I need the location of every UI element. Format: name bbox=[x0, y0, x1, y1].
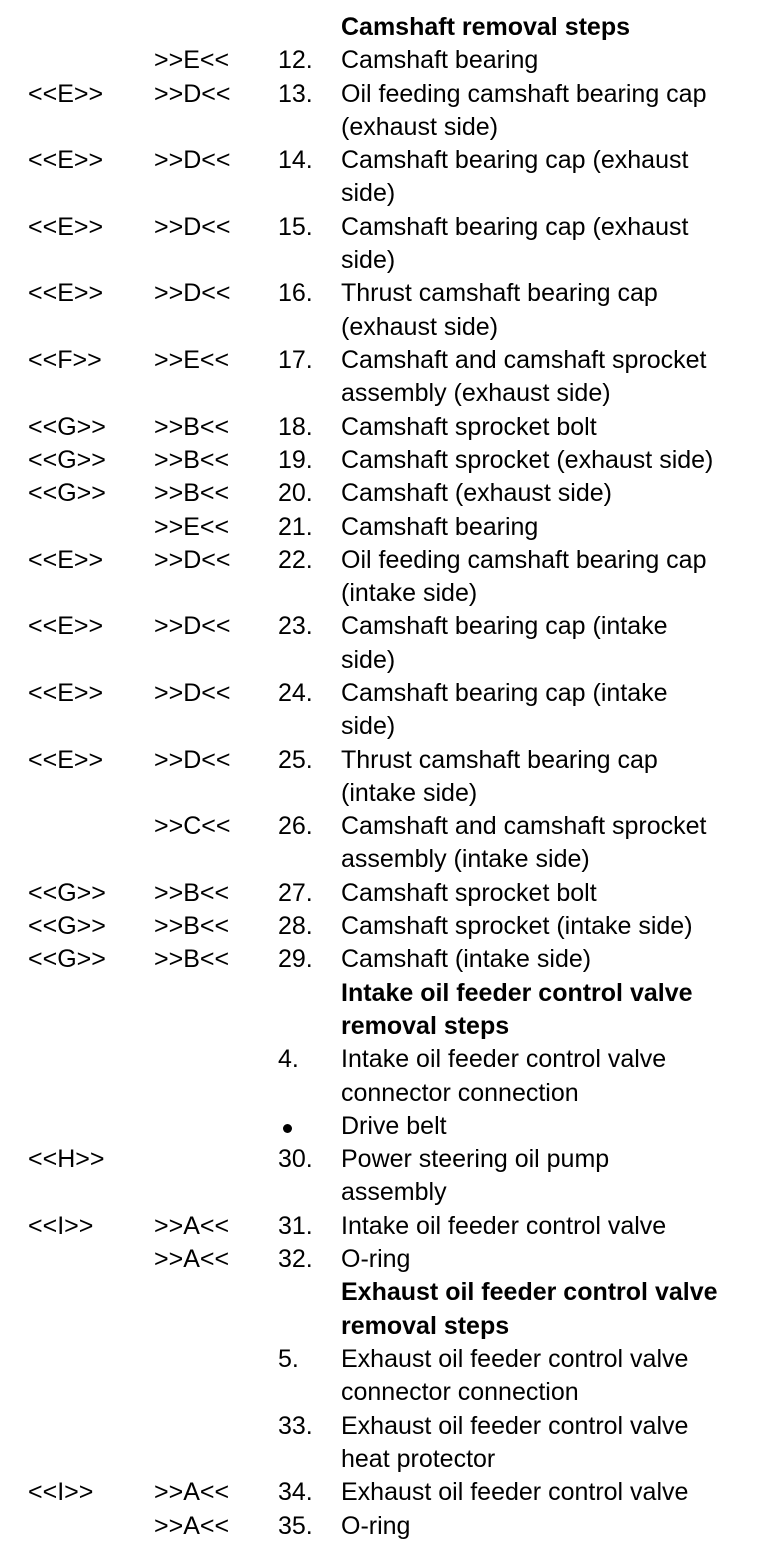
heading-text bbox=[341, 11, 761, 44]
removal-procedure-ref: <<G>> bbox=[28, 945, 106, 974]
removal-procedure-ref: <<I>> bbox=[28, 1211, 94, 1240]
step-row bbox=[0, 277, 768, 344]
removal-procedure-ref: <<E>> bbox=[28, 612, 104, 641]
heading-text bbox=[341, 977, 761, 1044]
text-line: Oil feeding camshaft bearing cap bbox=[341, 545, 707, 574]
text-line: side) bbox=[341, 246, 396, 275]
text-line: (exhaust side) bbox=[341, 112, 499, 141]
step-row bbox=[0, 1343, 768, 1410]
step-description bbox=[341, 1476, 761, 1509]
text-line: Exhaust oil feeder control valve bbox=[341, 1478, 689, 1507]
step-row bbox=[0, 910, 768, 943]
removal-procedure-ref: <<E>> bbox=[28, 545, 104, 574]
text-line: Exhaust oil feeder control valve bbox=[341, 1345, 689, 1373]
step-row bbox=[0, 943, 768, 976]
installation-procedure-ref: >>B<< bbox=[154, 945, 230, 974]
text-line: Intake oil feeder control valve bbox=[341, 1211, 667, 1240]
step-number: 34. bbox=[278, 1478, 313, 1507]
step-description bbox=[341, 943, 761, 976]
step-row bbox=[0, 444, 768, 477]
step-row bbox=[0, 1410, 768, 1477]
step-row bbox=[0, 344, 768, 411]
step-number: 24. bbox=[278, 679, 313, 707]
installation-procedure-ref: >>D<< bbox=[154, 79, 231, 108]
section-heading bbox=[0, 11, 768, 44]
text-line: side) bbox=[341, 712, 396, 741]
installation-procedure-ref: >>C<< bbox=[154, 812, 231, 841]
text-line: assembly (intake side) bbox=[341, 845, 590, 874]
step-description bbox=[341, 411, 761, 444]
installation-procedure-ref: >>B<< bbox=[154, 479, 230, 508]
removal-procedure-ref: <<H>> bbox=[28, 1145, 105, 1174]
step-description bbox=[341, 477, 761, 510]
step-row bbox=[0, 411, 768, 444]
step-number: 15. bbox=[278, 212, 313, 241]
text-line: Camshaft (intake side) bbox=[341, 945, 592, 974]
step-description bbox=[341, 1343, 761, 1410]
step-number: 31. bbox=[278, 1211, 313, 1240]
removal-procedure-ref: <<G>> bbox=[28, 912, 106, 941]
step-row bbox=[0, 1043, 768, 1110]
step-number: 25. bbox=[278, 745, 313, 774]
step-row bbox=[0, 744, 768, 811]
removal-procedure-ref: <<G>> bbox=[28, 878, 106, 907]
removal-procedure-ref: <<G>> bbox=[28, 445, 106, 474]
text-line: assembly (exhaust side) bbox=[341, 379, 611, 408]
step-number: 13. bbox=[278, 79, 313, 108]
removal-procedure-ref: <<E>> bbox=[28, 212, 104, 241]
text-line: Camshaft sprocket (intake side) bbox=[341, 912, 693, 941]
bullet-icon bbox=[283, 1124, 292, 1133]
step-number: 33. bbox=[278, 1411, 313, 1440]
step-row bbox=[0, 144, 768, 211]
step-description bbox=[341, 144, 761, 211]
step-number: 23. bbox=[278, 612, 313, 641]
step-description bbox=[341, 910, 761, 943]
text-line: Camshaft and camshaft sprocket bbox=[341, 812, 707, 841]
step-description bbox=[341, 211, 761, 278]
step-number: 17. bbox=[278, 346, 313, 374]
step-number: 4. bbox=[278, 1045, 299, 1074]
step-number: 20. bbox=[278, 479, 313, 508]
section-heading bbox=[0, 977, 768, 1044]
removal-procedure-ref: <<E>> bbox=[28, 745, 104, 774]
step-number: 28. bbox=[278, 912, 313, 941]
text-line: (intake side) bbox=[341, 579, 478, 608]
text-line: Camshaft removal steps bbox=[341, 13, 631, 41]
text-line: side) bbox=[341, 179, 396, 208]
text-line: Camshaft bearing bbox=[341, 512, 539, 541]
text-line: (exhaust side) bbox=[341, 312, 499, 341]
step-description bbox=[341, 1043, 761, 1110]
step-number: 32. bbox=[278, 1245, 313, 1274]
step-description bbox=[341, 744, 761, 811]
text-line: side) bbox=[341, 645, 396, 674]
installation-procedure-ref: >>B<< bbox=[154, 445, 230, 474]
installation-procedure-ref: >>E<< bbox=[154, 346, 230, 374]
text-line: (intake side) bbox=[341, 778, 478, 807]
step-description bbox=[341, 344, 761, 411]
step-row bbox=[0, 610, 768, 677]
text-line: Exhaust oil feeder control valve bbox=[341, 1278, 718, 1307]
text-line: removal steps bbox=[341, 1011, 510, 1040]
text-line: Camshaft sprocket bolt bbox=[341, 412, 597, 441]
step-description bbox=[341, 277, 761, 344]
step-description bbox=[341, 610, 761, 677]
step-row bbox=[0, 1143, 768, 1210]
text-line: O-ring bbox=[341, 1245, 411, 1274]
installation-procedure-ref: >>D<< bbox=[154, 612, 231, 641]
text-line: Power steering oil pump bbox=[341, 1145, 610, 1174]
step-row bbox=[0, 877, 768, 910]
text-line: Camshaft bearing cap (intake bbox=[341, 679, 668, 707]
step-number: 22. bbox=[278, 545, 313, 574]
installation-procedure-ref: >>B<< bbox=[154, 912, 230, 941]
text-line: Thrust camshaft bearing cap bbox=[341, 279, 658, 308]
installation-procedure-ref: >>A<< bbox=[154, 1478, 230, 1507]
step-number: 35. bbox=[278, 1511, 313, 1540]
removal-procedure-ref: <<G>> bbox=[28, 412, 106, 441]
step-description bbox=[341, 511, 761, 544]
section-heading bbox=[0, 1276, 768, 1343]
step-row bbox=[0, 810, 768, 877]
step-description bbox=[341, 1510, 761, 1543]
text-line: Camshaft sprocket (exhaust side) bbox=[341, 445, 714, 474]
text-line: Camshaft bearing bbox=[341, 46, 539, 75]
text-line: Thrust camshaft bearing cap bbox=[341, 745, 658, 774]
installation-procedure-ref: >>A<< bbox=[154, 1211, 230, 1240]
step-row bbox=[0, 477, 768, 510]
installation-procedure-ref: >>A<< bbox=[154, 1245, 230, 1274]
text-line: Camshaft sprocket bolt bbox=[341, 878, 597, 907]
text-line: Camshaft bearing cap (exhaust bbox=[341, 212, 689, 241]
step-number: 21. bbox=[278, 512, 313, 541]
step-description bbox=[341, 1210, 761, 1243]
step-row bbox=[0, 677, 768, 744]
installation-procedure-ref: >>E<< bbox=[154, 512, 230, 541]
installation-procedure-ref: >>D<< bbox=[154, 545, 231, 574]
installation-procedure-ref: >>B<< bbox=[154, 412, 230, 441]
installation-procedure-ref: >>D<< bbox=[154, 279, 231, 308]
step-row bbox=[0, 1210, 768, 1243]
step-description bbox=[341, 877, 761, 910]
text-line: Intake oil feeder control valve bbox=[341, 978, 693, 1007]
step-row bbox=[0, 211, 768, 278]
text-line: connector connection bbox=[341, 1378, 579, 1407]
step-description bbox=[341, 677, 761, 744]
step-description bbox=[341, 810, 761, 877]
step-description bbox=[341, 78, 761, 145]
removal-procedure-ref: <<E>> bbox=[28, 146, 104, 175]
step-description bbox=[341, 444, 761, 477]
installation-procedure-ref: >>D<< bbox=[154, 146, 231, 175]
removal-procedure-ref: <<G>> bbox=[28, 479, 106, 508]
text-line: Intake oil feeder control valve bbox=[341, 1045, 667, 1074]
step-description bbox=[341, 544, 761, 611]
step-row bbox=[0, 1476, 768, 1509]
installation-procedure-ref: >>E<< bbox=[154, 46, 230, 75]
step-number: 5. bbox=[278, 1345, 299, 1373]
text-line: Oil feeding camshaft bearing cap bbox=[341, 79, 707, 108]
step-number: 30. bbox=[278, 1145, 313, 1174]
text-line: Exhaust oil feeder control valve bbox=[341, 1411, 689, 1440]
removal-procedure-ref: <<F>> bbox=[28, 346, 102, 374]
step-number: 27. bbox=[278, 878, 313, 907]
removal-procedure-ref: <<E>> bbox=[28, 279, 104, 308]
step-row bbox=[0, 1510, 768, 1543]
removal-procedure-ref: <<E>> bbox=[28, 679, 104, 707]
step-row bbox=[0, 78, 768, 145]
step-row bbox=[0, 511, 768, 544]
step-row bbox=[0, 44, 768, 77]
installation-procedure-ref: >>D<< bbox=[154, 679, 231, 707]
installation-procedure-ref: >>A<< bbox=[154, 1511, 230, 1540]
step-description bbox=[341, 1243, 761, 1276]
text-line: Camshaft (exhaust side) bbox=[341, 479, 612, 508]
text-line: assembly bbox=[341, 1178, 447, 1207]
step-description bbox=[341, 1143, 761, 1210]
step-row bbox=[0, 1243, 768, 1276]
step-number: 26. bbox=[278, 812, 313, 841]
text-line: O-ring bbox=[341, 1511, 411, 1540]
step-description bbox=[341, 1410, 761, 1477]
step-row bbox=[0, 544, 768, 611]
installation-procedure-ref: >>D<< bbox=[154, 745, 231, 774]
step-number: 14. bbox=[278, 146, 313, 175]
text-line: connector connection bbox=[341, 1078, 579, 1107]
step-description bbox=[341, 44, 761, 77]
bullet-step-row bbox=[0, 1110, 768, 1143]
step-description bbox=[341, 1110, 761, 1143]
installation-procedure-ref: >>D<< bbox=[154, 212, 231, 241]
heading-text bbox=[341, 1276, 761, 1343]
text-line: removal steps bbox=[341, 1311, 510, 1340]
text-line: Camshaft bearing cap (exhaust bbox=[341, 146, 689, 175]
step-number: 19. bbox=[278, 445, 313, 474]
step-number: 12. bbox=[278, 46, 313, 75]
installation-procedure-ref: >>B<< bbox=[154, 878, 230, 907]
text-line: Drive belt bbox=[341, 1111, 447, 1140]
step-number: 18. bbox=[278, 412, 313, 441]
text-line: Camshaft bearing cap (intake bbox=[341, 612, 668, 641]
step-number: 16. bbox=[278, 279, 313, 308]
removal-procedure-ref: <<I>> bbox=[28, 1478, 94, 1507]
text-line: Camshaft and camshaft sprocket bbox=[341, 346, 707, 374]
step-number: 29. bbox=[278, 945, 313, 974]
removal-procedure-ref: <<E>> bbox=[28, 79, 104, 108]
text-line: heat protector bbox=[341, 1444, 496, 1473]
